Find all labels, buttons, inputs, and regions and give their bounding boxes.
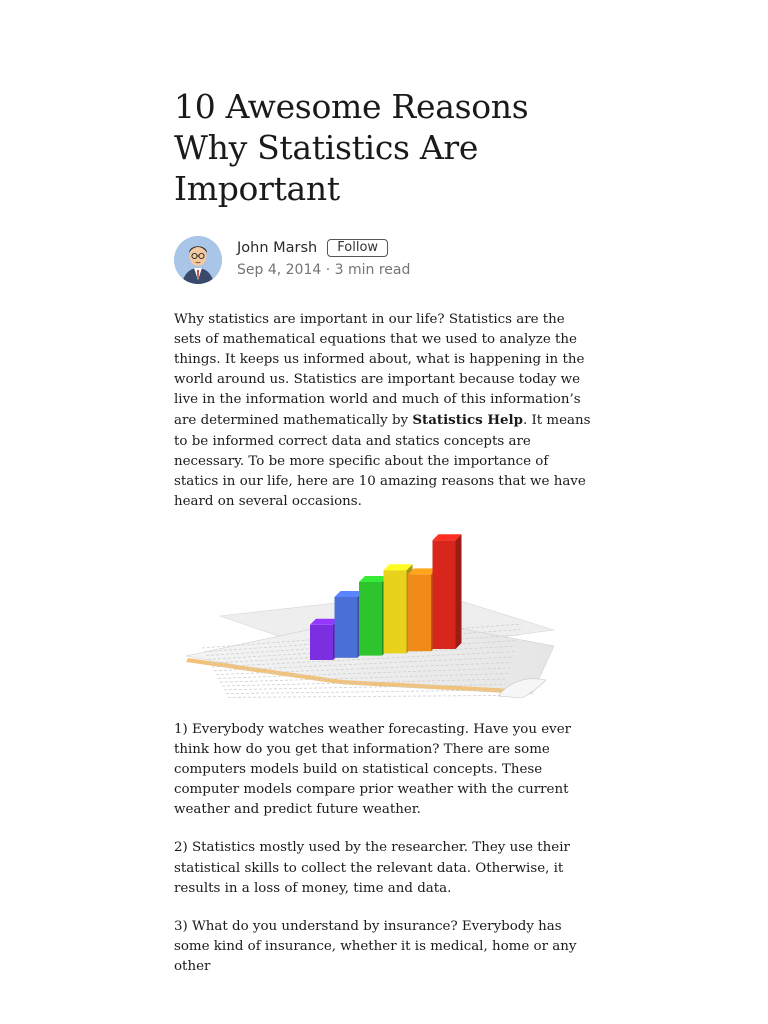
read-time: 3 min read (334, 262, 411, 278)
chart-bars (310, 534, 462, 660)
intro-paragraph (174, 310, 596, 512)
chart-bar (335, 597, 358, 658)
paper-table-line (228, 695, 503, 697)
chart-bar (384, 570, 407, 653)
paper-table-line (226, 690, 504, 694)
reason-1: 1) Everybody watches weather forecasting. Have you ever think how do you get that information? There are some computers models build on statistical concepts. These computer models compare prior weather with the current weather and predict future weather. (174, 721, 572, 818)
article-title: 10 Awesome Reasons Why Statistics Are Important (174, 87, 529, 208)
bar-chart-illustration (182, 534, 582, 698)
intro-text-start: Why statistics are important in our life? Statistics are the sets of mathematical equations that we used to analyze the things. It keeps us informed about, what is happening in the world around us. Statistics are important because today we live in the information world and much of this information’s are determined mathematically by (174, 312, 585, 429)
article (174, 86, 596, 977)
follow-button[interactable]: Follow (327, 239, 388, 257)
avatar-illustration-icon (174, 236, 222, 284)
author-row (237, 238, 388, 258)
byline (174, 236, 596, 284)
chart-bar (310, 625, 333, 660)
chart-bar (433, 540, 456, 649)
author-name[interactable]: John Marsh (237, 240, 318, 256)
article-image (174, 534, 596, 702)
meta-separator: · (325, 262, 331, 278)
chart-bar-side (456, 534, 462, 649)
intro-text-end: . It means to be informed correct data and statics concepts are necessary. To be more specific about the importance of statics in our life, here are 10 amazing reasons that we have heard on several occasions. (174, 413, 591, 509)
statistics-help-link[interactable]: Statistics Help (412, 412, 523, 429)
publish-date[interactable]: Sep 4, 2014 (237, 262, 322, 278)
reason-3: 3) What do you understand by insurance? Everybody has some kind of insurance, whether it is medical, home or any other (174, 918, 577, 974)
post-meta (237, 262, 410, 278)
reason-2: 2) Statistics mostly used by the researcher. They use their statistical skills to collect the relevant data. Otherwise, it results in a loss of money, time and data. (174, 840, 570, 896)
chart-bar (359, 582, 382, 656)
author-avatar[interactable] (174, 236, 222, 284)
chart-bar (408, 574, 431, 651)
